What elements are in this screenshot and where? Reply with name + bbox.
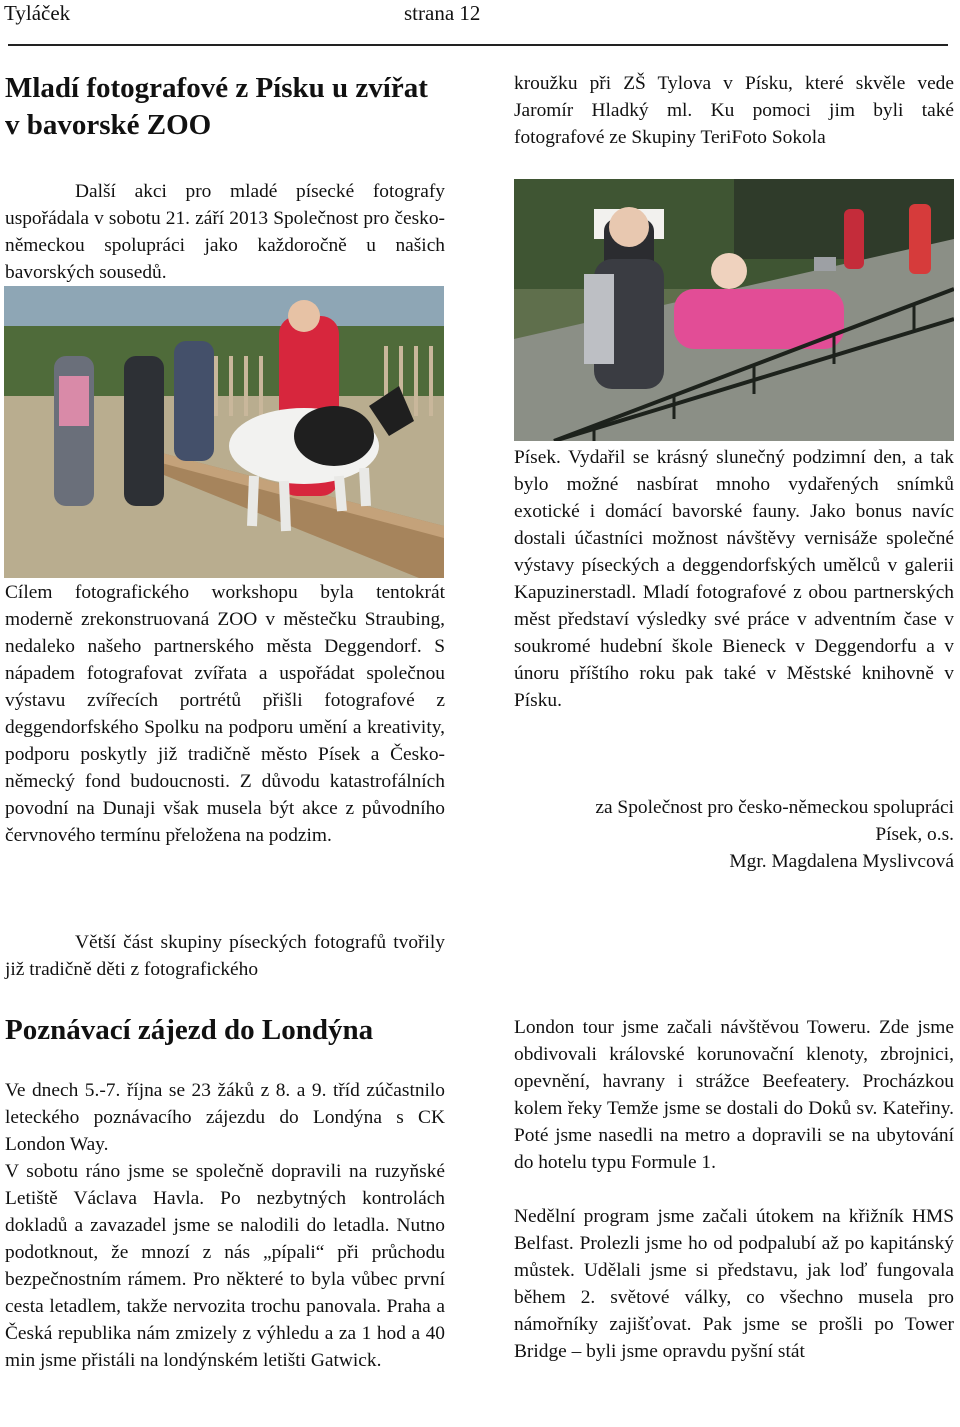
header-page-number: strana 12 — [404, 1, 481, 25]
article1-paragraph-1: Další akci pro mladé písecké fotografy uspořádala v sobotu 21. září 2013 Společnost pro česko-německou spolupráci jako každoročně u našich bavorských sousedů. — [5, 181, 445, 283]
signature-city: Písek, o.s. — [875, 824, 954, 845]
article2-paragraph-1: Ve dnech 5.-7. října se 23 žáků z 8. a 9. tříd zúčastnilo leteckého poznávacího zájezdu do Londýna s CK London Way. — [5, 1080, 445, 1155]
signature-author: Mgr. Magdalena Myslivcová — [729, 851, 954, 872]
article2-title: Poznávací zájezd do Londýna — [5, 1014, 374, 1046]
article2-paragraph-4: Nedělní program jsme začali útokem na křižník HMS Belfast. Prolezli jsme ho od podpalubí až po kapitánský můstek. Udělali jsme si představu, jak loď fungovala během 2. světové války, co všechno musela pro námořníky zajišťovat. Pak jsme se prošli po Tower Bridge – byli jsme opravdu pyšní stát — [514, 1206, 954, 1362]
article1-paragraph-5: Písek. Vydařil se krásný slunečný podzimní den, a tak bylo možné nasbírat mnoho vydařených snímků exotické i domácí bavorské fauny. Jako bonus navíc dostali účastníci možnost návštěvy vernisáže společné výstavy píseckých a deggendorfských umělců v galerii Kapuzinerstadl. Mladí fotografové z obou partnerských měst představí výsledky své práce v adventním čase v soukromé hudební škole Bieneck v Deggendorfu a v únoru příštího roku pak také v Městské knihovně v Písku. — [514, 447, 954, 711]
header-rule — [8, 44, 948, 46]
article2-paragraph-3: London tour jsme začali návštěvou Toweru. Zde jsme obdivovali královské korunovační klenoty, zbrojnici, opevnění, havrany i strážce Beefeatery. Procházkou kolem řeky Temže jsme se dostali do Doků sv. Kateřiny. Poté jsme nasedli na metro a dopravili se na ubytování do hotelu typu Formule 1. — [514, 1017, 954, 1173]
signature-organization: za Společnost pro česko-německou spolupráci — [595, 797, 954, 818]
header-publication: Tyláček — [4, 1, 71, 25]
article1-paragraph-2: Cílem fotografického workshopu byla tentokrát moderně zrekonstruovaná ZOO v městečku Straubing, nedaleko našeho partnerského města Deggendorf. S nápadem fotografovat zvířata a uspořádat společnou výstavu zvířecích portrétů přišli fotografové z deggendorfského Spolku na podporu umění a kreativity, podporu poskytly již tradičně město Písek a Česko-německý fond budoucnosti. Z důvodu katastrofálních povodní na Dunaji však musela být akce z původního červnového termínu přeložena na podzim. — [5, 582, 445, 846]
photo-children-with-goat — [4, 286, 444, 578]
article2-paragraph-2: V sobotu ráno jsme se společně dopravili na ruzyňské Letiště Václava Havla. Po nezbytných kontrolách dokladů a zavazadel jsme se nalodili do letadla. Nutno podotknout, že mnozí z nás „pípali“ při průchodu bezpečnostním rámem. Pro některé to byla vůbec první cesta letadlem, takže nervozita trochu panovala. Praha a Česká republika nám zmizely z výhledu a za 1 hod a 40 min jsme přistáli na londýnském letišti Gatwick. — [5, 1161, 445, 1371]
article1-paragraph-4: kroužku při ZŠ Tylova v Písku, které skvěle vede Jaromír Hladký ml. Ku pomoci jim byli také fotografové ze Skupiny TeriFoto Sokola — [514, 73, 954, 148]
article1-title: Mladí fotografové z Písku u zvířat v bavorské ZOO — [5, 72, 428, 141]
photo-girls-photographing — [514, 179, 954, 441]
article1-paragraph-3: Větší část skupiny píseckých fotografů tvořily již tradičně děti z fotografického — [5, 932, 445, 980]
